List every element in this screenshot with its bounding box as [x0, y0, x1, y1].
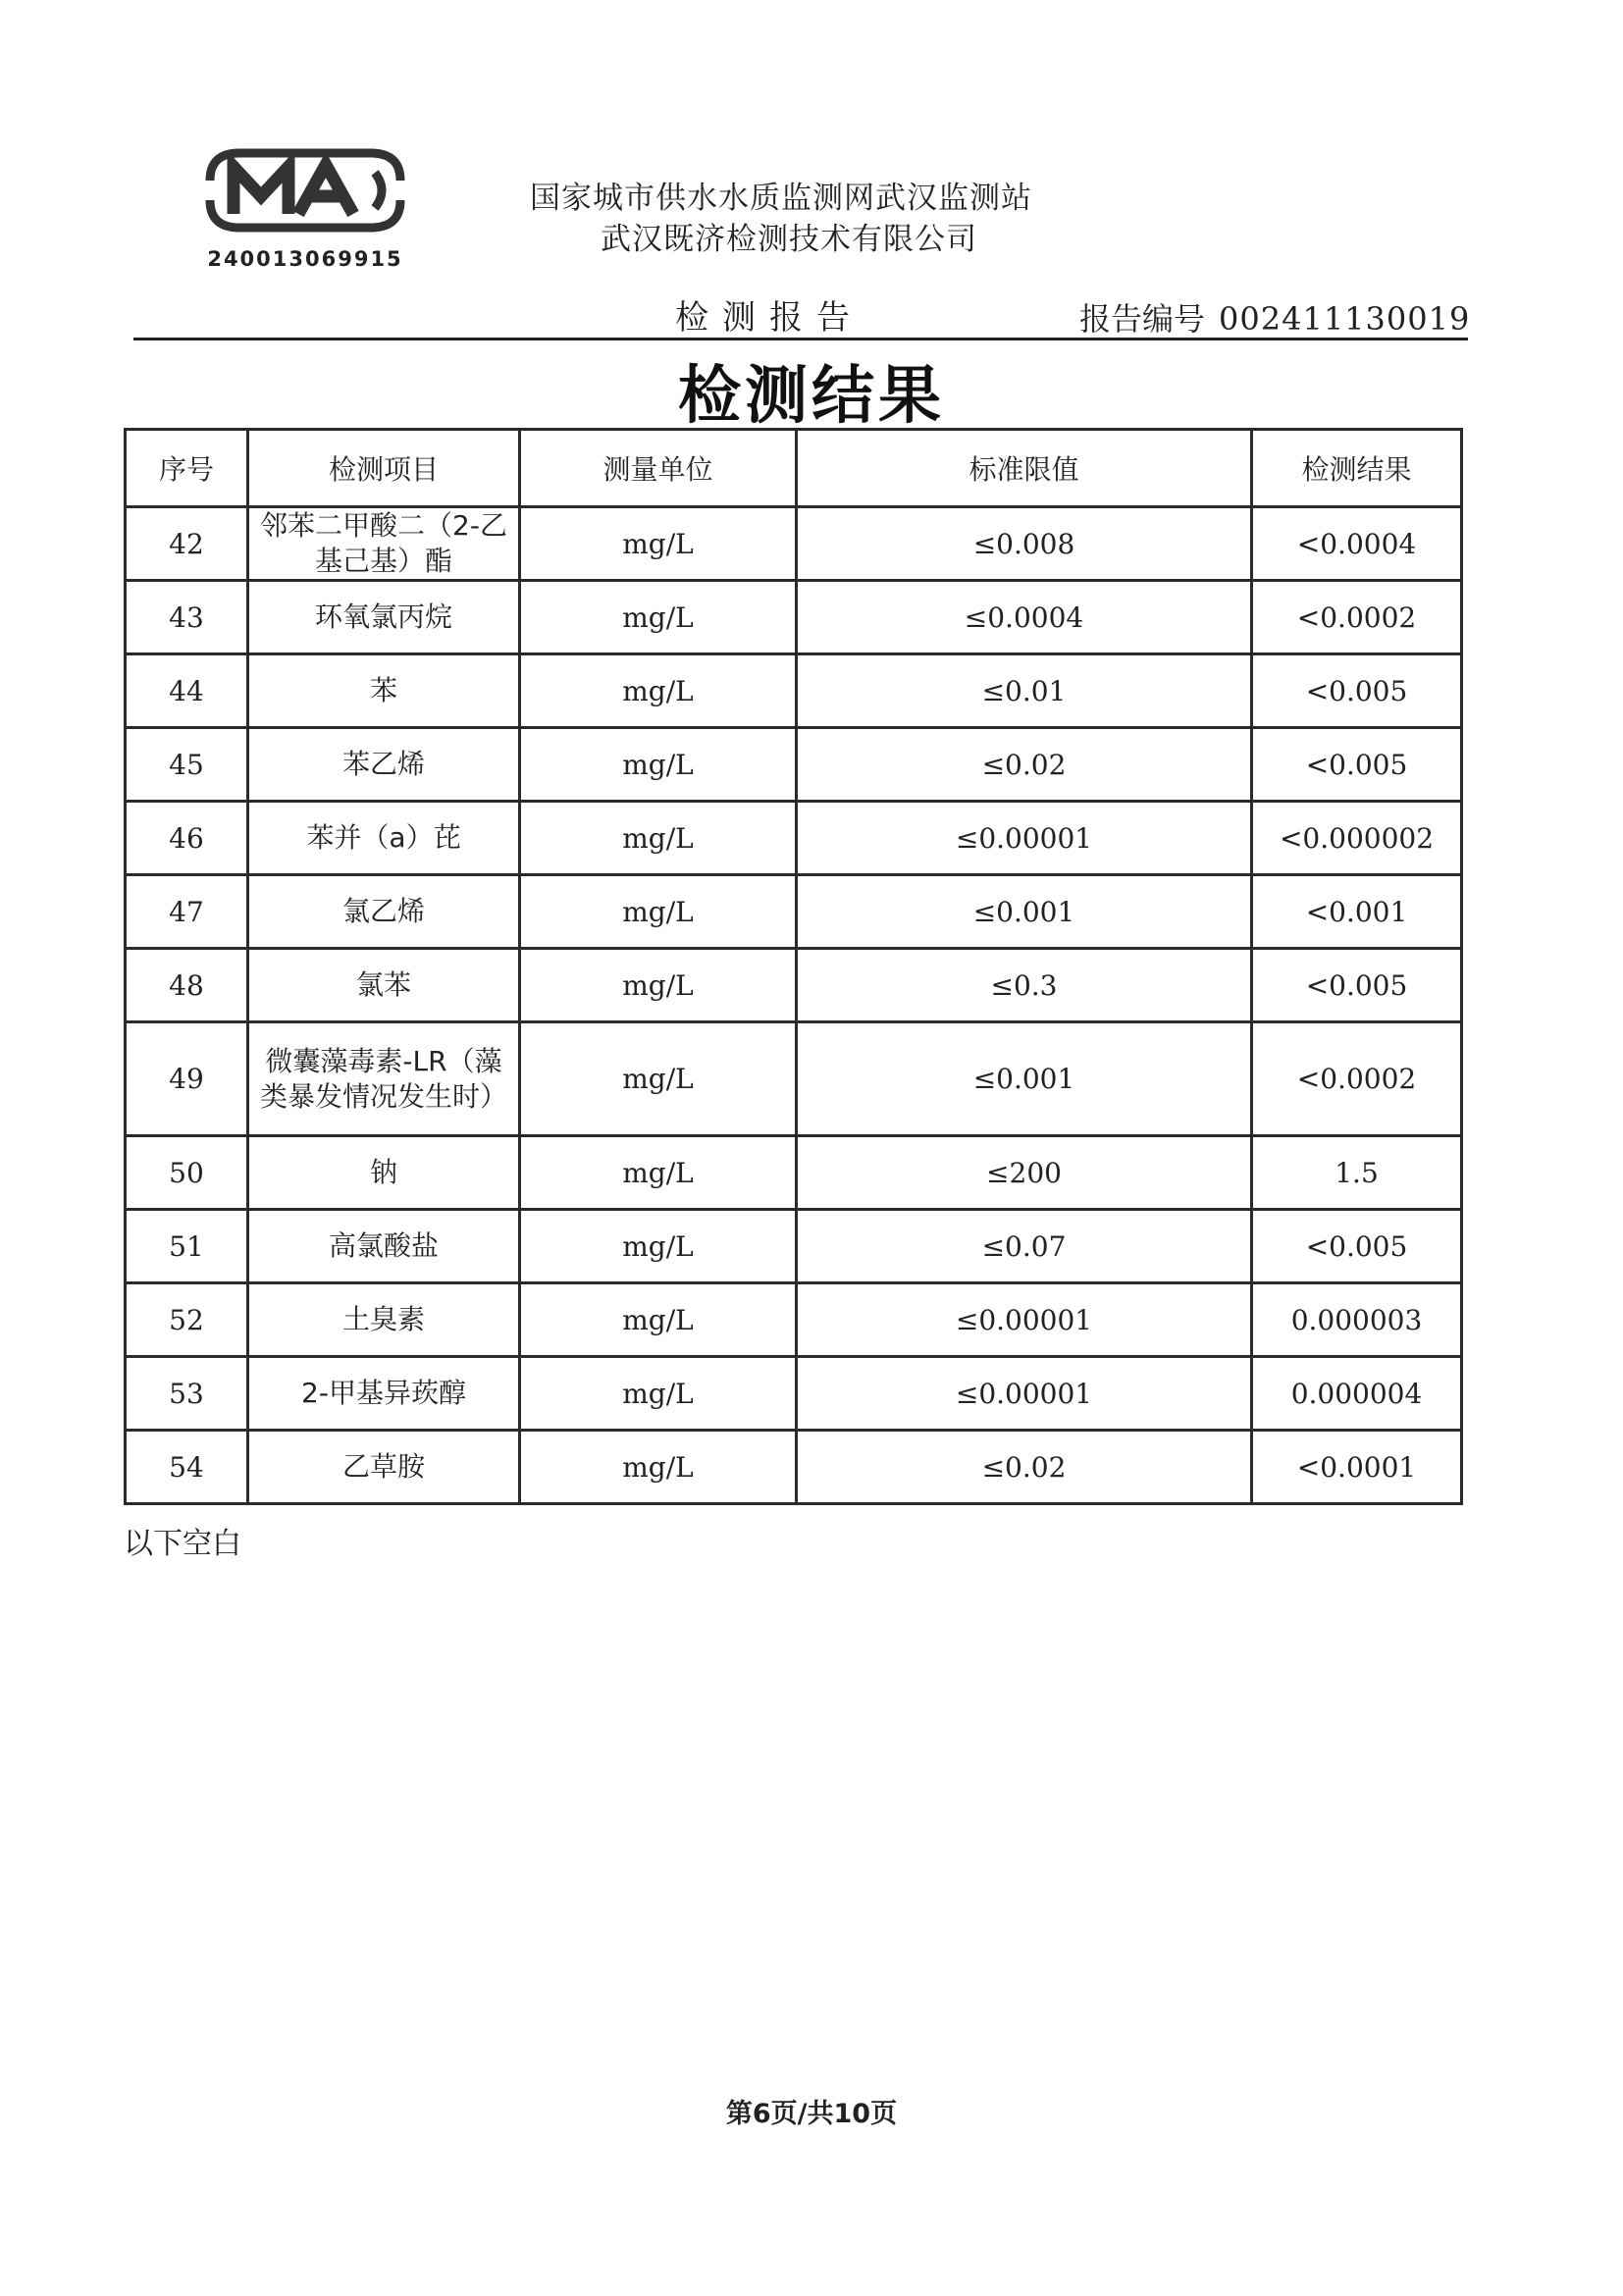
row-unit: mg/L — [520, 654, 797, 728]
table-row — [126, 1136, 1462, 1210]
row-item: 苯 — [248, 654, 520, 728]
row-no: 45 — [126, 728, 248, 802]
row-no: 49 — [126, 1022, 248, 1136]
row-unit: mg/L — [520, 728, 797, 802]
row-item: 氯苯 — [248, 949, 520, 1022]
row-no: 53 — [126, 1357, 248, 1431]
row-item: 苯乙烯 — [248, 728, 520, 802]
row-result: <0.0002 — [1252, 1022, 1462, 1136]
row-unit: mg/L — [520, 1283, 797, 1357]
row-result: <0.005 — [1252, 728, 1462, 802]
row-unit: mg/L — [520, 507, 797, 581]
row-limit: ≤0.008 — [797, 507, 1252, 581]
row-result: 0.000003 — [1252, 1283, 1462, 1357]
row-limit: ≤0.02 — [797, 1431, 1252, 1504]
row-no: 54 — [126, 1431, 248, 1504]
row-unit: mg/L — [520, 1357, 797, 1431]
column-header-limit: 标准限值 — [797, 430, 1252, 507]
row-unit: mg/L — [520, 949, 797, 1022]
row-result: <0.005 — [1252, 1210, 1462, 1283]
column-header-no: 序号 — [126, 430, 248, 507]
row-item: 邻苯二甲酸二（2-乙基己基）酯 — [248, 507, 520, 581]
row-result: <0.000002 — [1252, 802, 1462, 875]
row-unit: mg/L — [520, 1136, 797, 1210]
table-row — [126, 507, 1462, 581]
table-row — [126, 1431, 1462, 1504]
row-unit: mg/L — [520, 1431, 797, 1504]
column-header-result: 检测结果 — [1252, 430, 1462, 507]
column-header-item: 检测项目 — [248, 430, 520, 507]
row-no: 42 — [126, 507, 248, 581]
row-no: 43 — [126, 581, 248, 654]
org-name-line-2: 武汉既济检测技术有限公司 — [601, 222, 977, 257]
row-item: 环氧氯丙烷 — [248, 581, 520, 654]
row-unit: mg/L — [520, 581, 797, 654]
cma-number: 240013069915 — [207, 247, 403, 271]
row-limit: ≤0.00001 — [797, 802, 1252, 875]
row-item: 氯乙烯 — [248, 875, 520, 949]
row-unit: mg/L — [520, 875, 797, 949]
row-result: <0.0004 — [1252, 507, 1462, 581]
row-limit: ≤200 — [797, 1136, 1252, 1210]
row-limit: ≤0.3 — [797, 949, 1252, 1022]
page-title: 检测结果 — [678, 360, 945, 433]
row-unit: mg/L — [520, 1210, 797, 1283]
row-limit: ≤0.00001 — [797, 1283, 1252, 1357]
table-row — [126, 1283, 1462, 1357]
report-number — [1079, 294, 1470, 339]
cma-seal-icon — [196, 145, 414, 235]
results-table — [124, 428, 1463, 1505]
row-result: <0.0001 — [1252, 1431, 1462, 1504]
table-header-row — [126, 430, 1462, 507]
table-row — [126, 1210, 1462, 1283]
table-row — [126, 581, 1462, 654]
row-result: <0.005 — [1252, 949, 1462, 1022]
header-divider — [133, 338, 1468, 340]
row-no: 50 — [126, 1136, 248, 1210]
row-limit: ≤0.001 — [797, 875, 1252, 949]
row-no: 46 — [126, 802, 248, 875]
table-row — [126, 1022, 1462, 1136]
row-no: 44 — [126, 654, 248, 728]
row-item: 钠 — [248, 1136, 520, 1210]
row-result: <0.001 — [1252, 875, 1462, 949]
row-unit: mg/L — [520, 802, 797, 875]
blank-below-note: 以下空白 — [124, 1527, 241, 1561]
row-limit: ≤0.07 — [797, 1210, 1252, 1283]
row-unit: mg/L — [520, 1022, 797, 1136]
row-result: <0.0002 — [1252, 581, 1462, 654]
row-no: 48 — [126, 949, 248, 1022]
column-header-unit: 测量单位 — [520, 430, 797, 507]
row-item: 2-甲基异莰醇 — [248, 1357, 520, 1431]
table-row — [126, 654, 1462, 728]
table-row — [126, 728, 1462, 802]
org-name-line-1: 国家城市供水水质监测网武汉监测站 — [530, 181, 1032, 216]
report-number-label: 报告编号 — [1079, 300, 1206, 338]
row-no: 47 — [126, 875, 248, 949]
report-number-value: 002411130019 — [1219, 300, 1471, 338]
row-item: 乙草胺 — [248, 1431, 520, 1504]
table-row — [126, 1357, 1462, 1431]
row-result: 0.000004 — [1252, 1357, 1462, 1431]
table-row — [126, 802, 1462, 875]
row-result: <0.005 — [1252, 654, 1462, 728]
page-number: 第6页/共10页 — [725, 2099, 898, 2129]
row-limit: ≤0.001 — [797, 1022, 1252, 1136]
row-limit: ≤0.01 — [797, 654, 1252, 728]
row-no: 51 — [126, 1210, 248, 1283]
table-row — [126, 949, 1462, 1022]
table-row — [126, 875, 1462, 949]
row-limit: ≤0.00001 — [797, 1357, 1252, 1431]
report-label: 检测报告 — [675, 298, 864, 338]
row-item: 土臭素 — [248, 1283, 520, 1357]
row-no: 52 — [126, 1283, 248, 1357]
row-limit: ≤0.02 — [797, 728, 1252, 802]
row-item: 高氯酸盐 — [248, 1210, 520, 1283]
row-item: 苯并（a）芘 — [248, 802, 520, 875]
row-limit: ≤0.0004 — [797, 581, 1252, 654]
row-result: 1.5 — [1252, 1136, 1462, 1210]
row-item: 微囊藻毒素-LR（藻类暴发情况发生时） — [248, 1022, 520, 1136]
